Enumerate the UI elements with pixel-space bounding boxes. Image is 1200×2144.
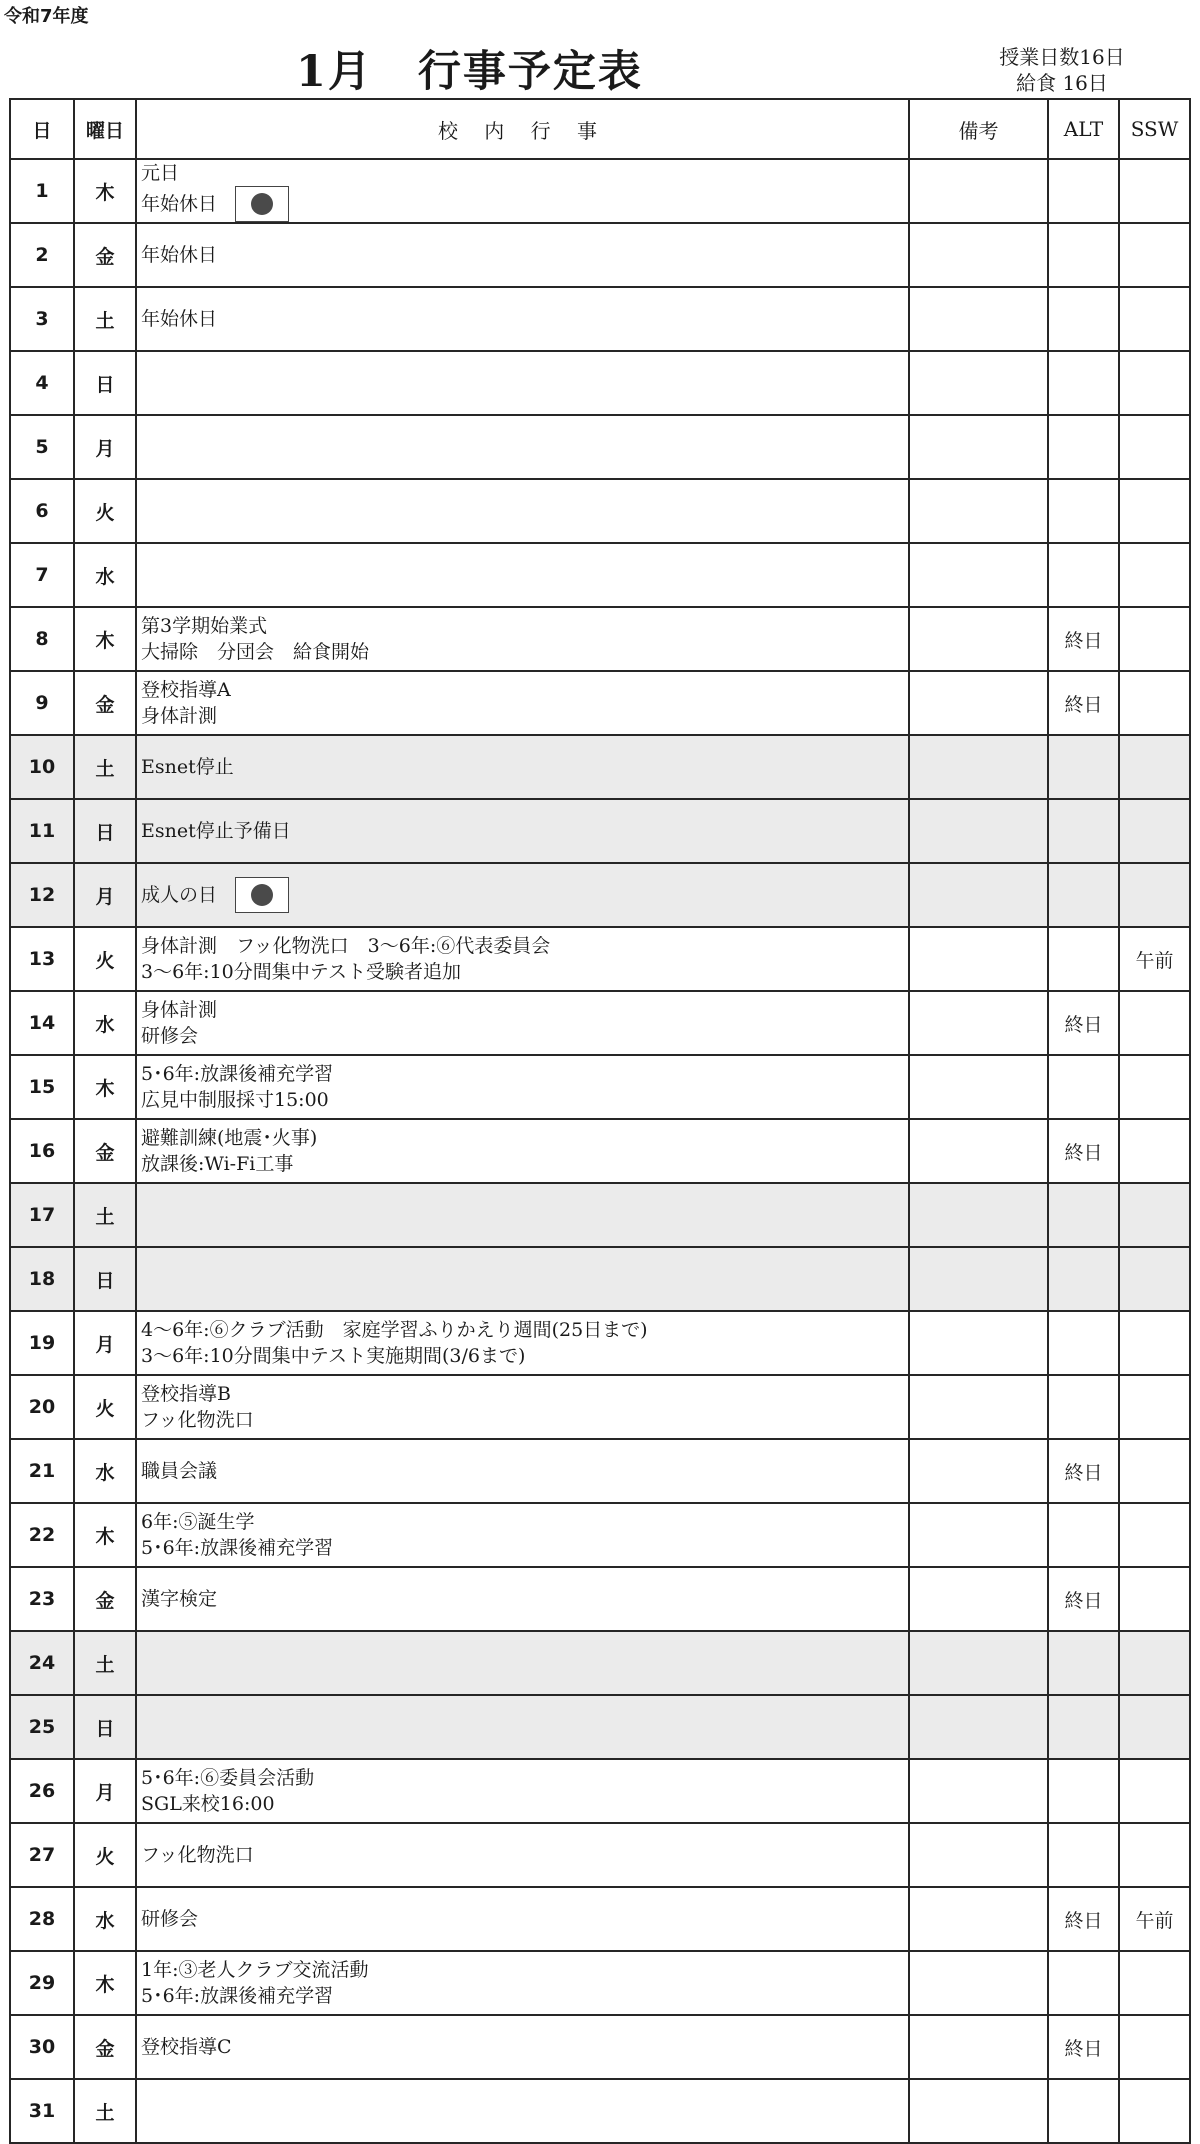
events-cell <box>136 287 909 351</box>
ssw-cell <box>1119 863 1190 927</box>
day-cell: 30 <box>10 2015 74 2079</box>
day-cell: 8 <box>10 607 74 671</box>
events-cell <box>136 159 909 223</box>
alt-cell: 終日 <box>1048 991 1119 1055</box>
table-row <box>10 1631 1190 1695</box>
table-row <box>10 415 1190 479</box>
table-row <box>10 1503 1190 1567</box>
national-flag-icon <box>235 186 289 222</box>
day-counts <box>972 44 1152 96</box>
events-cell <box>136 1823 909 1887</box>
ssw-cell <box>1119 607 1190 671</box>
ssw-cell <box>1119 735 1190 799</box>
notes-cell <box>909 1759 1048 1823</box>
weekday-cell: 土 <box>74 2079 136 2143</box>
event-text: 成人の日 <box>141 884 218 906</box>
alt-cell <box>1048 1951 1119 2015</box>
ssw-cell <box>1119 1183 1190 1247</box>
notes-cell <box>909 543 1048 607</box>
events-cell <box>136 1567 909 1631</box>
event-line: 5･6年:放課後補充学習 <box>141 1537 334 1559</box>
events-cell <box>136 799 909 863</box>
table-row <box>10 1823 1190 1887</box>
alt-cell <box>1048 351 1119 415</box>
event-with-flag <box>141 186 289 222</box>
events-cell <box>136 607 909 671</box>
day-cell: 4 <box>10 351 74 415</box>
ssw-cell <box>1119 415 1190 479</box>
notes-cell <box>909 1631 1048 1695</box>
national-flag-icon <box>235 877 289 913</box>
weekday-cell: 火 <box>74 479 136 543</box>
table-row <box>10 735 1190 799</box>
weekday-cell: 日 <box>74 1695 136 1759</box>
table-row <box>10 671 1190 735</box>
event-line: 4～6年:⑥クラブ活動 家庭学習ふりかえり週間(25日まで) <box>141 1319 648 1341</box>
ssw-cell <box>1119 1375 1190 1439</box>
table-row <box>10 991 1190 1055</box>
event-line <box>141 877 904 913</box>
event-line: 元日 <box>141 162 180 184</box>
event-line: 5･6年:放課後補充学習 <box>141 1985 334 2007</box>
weekday-cell: 土 <box>74 287 136 351</box>
event-with-flag <box>141 877 289 913</box>
ssw-cell <box>1119 479 1190 543</box>
schedule-body <box>10 159 1190 2143</box>
notes-cell <box>909 1055 1048 1119</box>
table-row <box>10 287 1190 351</box>
col-header-notes: 備考 <box>909 99 1048 159</box>
events-cell <box>136 1631 909 1695</box>
events-cell <box>136 1375 909 1439</box>
alt-cell <box>1048 927 1119 991</box>
notes-cell <box>909 1823 1048 1887</box>
table-row <box>10 1439 1190 1503</box>
day-cell: 14 <box>10 991 74 1055</box>
notes-cell <box>909 1375 1048 1439</box>
ssw-cell: 午前 <box>1119 927 1190 991</box>
alt-cell <box>1048 287 1119 351</box>
day-cell: 26 <box>10 1759 74 1823</box>
day-cell: 15 <box>10 1055 74 1119</box>
day-cell: 9 <box>10 671 74 735</box>
day-cell: 25 <box>10 1695 74 1759</box>
weekday-cell: 土 <box>74 735 136 799</box>
day-cell: 6 <box>10 479 74 543</box>
alt-cell <box>1048 1631 1119 1695</box>
events-cell <box>136 2015 909 2079</box>
table-row <box>10 1759 1190 1823</box>
notes-cell <box>909 1439 1048 1503</box>
ssw-cell <box>1119 799 1190 863</box>
notes-cell <box>909 351 1048 415</box>
events-cell <box>136 1503 909 1567</box>
table-row <box>10 1695 1190 1759</box>
day-cell: 17 <box>10 1183 74 1247</box>
alt-cell: 終日 <box>1048 1439 1119 1503</box>
alt-cell <box>1048 2079 1119 2143</box>
day-cell: 18 <box>10 1247 74 1311</box>
table-row <box>10 607 1190 671</box>
weekday-cell: 月 <box>74 1311 136 1375</box>
events-cell <box>136 735 909 799</box>
alt-cell <box>1048 543 1119 607</box>
event-line: 6年:⑤誕生学 <box>141 1511 255 1533</box>
event-text: 年始休日 <box>141 193 218 215</box>
event-line: SGL来校16:00 <box>141 1793 275 1815</box>
alt-cell: 終日 <box>1048 1119 1119 1183</box>
day-cell: 19 <box>10 1311 74 1375</box>
event-line: 避難訓練(地震･火事) <box>141 1127 318 1149</box>
table-row <box>10 1247 1190 1311</box>
alt-cell <box>1048 1823 1119 1887</box>
weekday-cell: 水 <box>74 991 136 1055</box>
day-cell: 28 <box>10 1887 74 1951</box>
notes-cell <box>909 2079 1048 2143</box>
table-row <box>10 927 1190 991</box>
table-row <box>10 1567 1190 1631</box>
events-cell <box>136 671 909 735</box>
day-cell: 24 <box>10 1631 74 1695</box>
ssw-cell <box>1119 1823 1190 1887</box>
alt-cell <box>1048 1247 1119 1311</box>
weekday-cell: 土 <box>74 1631 136 1695</box>
events-cell <box>136 1247 909 1311</box>
table-row <box>10 1951 1190 2015</box>
col-header-day: 日 <box>10 99 74 159</box>
ssw-cell <box>1119 351 1190 415</box>
table-row <box>10 159 1190 223</box>
col-header-ssw: SSW <box>1119 99 1190 159</box>
ssw-cell <box>1119 1311 1190 1375</box>
ssw-cell: 午前 <box>1119 1887 1190 1951</box>
ssw-cell <box>1119 1759 1190 1823</box>
alt-cell <box>1048 223 1119 287</box>
events-cell <box>136 1887 909 1951</box>
notes-cell <box>909 1311 1048 1375</box>
weekday-cell: 金 <box>74 1567 136 1631</box>
notes-cell <box>909 287 1048 351</box>
alt-cell: 終日 <box>1048 2015 1119 2079</box>
table-row <box>10 223 1190 287</box>
ssw-cell <box>1119 543 1190 607</box>
day-cell: 16 <box>10 1119 74 1183</box>
alt-cell: 終日 <box>1048 671 1119 735</box>
weekday-cell: 日 <box>74 799 136 863</box>
weekday-cell: 金 <box>74 2015 136 2079</box>
event-line: Esnet停止 <box>141 756 234 778</box>
ssw-cell <box>1119 1439 1190 1503</box>
alt-cell <box>1048 863 1119 927</box>
alt-cell <box>1048 1055 1119 1119</box>
event-line: 放課後:Wi-Fi工事 <box>141 1153 294 1175</box>
event-line: 漢字検定 <box>141 1588 218 1610</box>
notes-cell <box>909 1183 1048 1247</box>
ssw-cell <box>1119 287 1190 351</box>
event-line: 3～6年:10分間集中テスト実施期間(3/6まで) <box>141 1345 526 1367</box>
notes-cell <box>909 1951 1048 2015</box>
day-cell: 11 <box>10 799 74 863</box>
weekday-cell: 水 <box>74 1887 136 1951</box>
day-cell: 21 <box>10 1439 74 1503</box>
alt-cell <box>1048 159 1119 223</box>
notes-cell <box>909 1247 1048 1311</box>
weekday-cell: 火 <box>74 1823 136 1887</box>
notes-cell <box>909 415 1048 479</box>
table-row <box>10 351 1190 415</box>
event-line: フッ化物洗口 <box>141 1844 254 1866</box>
event-line: 身体計測 <box>141 705 218 727</box>
events-cell <box>136 1759 909 1823</box>
schedule-table <box>9 98 1191 2144</box>
page-title: 1月 行事予定表 <box>296 47 643 97</box>
weekday-cell: 火 <box>74 1375 136 1439</box>
ssw-cell <box>1119 1631 1190 1695</box>
event-line: 広見中制服採寸15:00 <box>141 1089 329 1111</box>
table-row <box>10 863 1190 927</box>
ssw-cell <box>1119 1119 1190 1183</box>
events-cell <box>136 543 909 607</box>
events-cell <box>136 927 909 991</box>
event-line <box>141 186 904 222</box>
col-header-events: 校 内 行 事 <box>136 99 909 159</box>
notes-cell <box>909 671 1048 735</box>
ssw-cell <box>1119 1055 1190 1119</box>
notes-cell <box>909 2015 1048 2079</box>
table-row <box>10 1887 1190 1951</box>
alt-cell <box>1048 1695 1119 1759</box>
table-row <box>10 1375 1190 1439</box>
day-cell: 10 <box>10 735 74 799</box>
notes-cell <box>909 479 1048 543</box>
table-row <box>10 479 1190 543</box>
ssw-cell <box>1119 671 1190 735</box>
events-cell <box>136 1311 909 1375</box>
alt-cell: 終日 <box>1048 607 1119 671</box>
weekday-cell: 土 <box>74 1183 136 1247</box>
ssw-cell <box>1119 1695 1190 1759</box>
notes-cell <box>909 223 1048 287</box>
event-line: 第3学期始業式 <box>141 615 268 637</box>
ssw-cell <box>1119 1951 1190 2015</box>
weekday-cell: 月 <box>74 415 136 479</box>
ssw-cell <box>1119 1247 1190 1311</box>
event-line: 身体計測 フッ化物洗口 3～6年:⑥代表委員会 <box>141 935 551 957</box>
alt-cell <box>1048 1375 1119 1439</box>
events-cell <box>136 1183 909 1247</box>
fiscal-year-label: 令和7年度 <box>4 6 89 27</box>
event-line: 登校指導B <box>141 1383 231 1405</box>
notes-cell <box>909 799 1048 863</box>
weekday-cell: 月 <box>74 863 136 927</box>
event-line: 5･6年:⑥委員会活動 <box>141 1767 315 1789</box>
day-cell: 3 <box>10 287 74 351</box>
day-cell: 23 <box>10 1567 74 1631</box>
school-days-count: 授業日数16日 <box>999 45 1125 69</box>
weekday-cell: 金 <box>74 223 136 287</box>
table-row <box>10 543 1190 607</box>
notes-cell <box>909 159 1048 223</box>
day-cell: 27 <box>10 1823 74 1887</box>
weekday-cell: 木 <box>74 1503 136 1567</box>
events-cell <box>136 1439 909 1503</box>
events-cell <box>136 1055 909 1119</box>
weekday-cell: 月 <box>74 1759 136 1823</box>
alt-cell: 終日 <box>1048 1567 1119 1631</box>
ssw-cell <box>1119 159 1190 223</box>
table-row <box>10 1055 1190 1119</box>
event-line: Esnet停止予備日 <box>141 820 291 842</box>
event-line: 年始休日 <box>141 308 218 330</box>
event-line: 大掃除 分団会 給食開始 <box>141 641 370 663</box>
events-cell <box>136 1951 909 2015</box>
table-row <box>10 1183 1190 1247</box>
day-cell: 29 <box>10 1951 74 2015</box>
table-row <box>10 799 1190 863</box>
weekday-cell: 木 <box>74 1951 136 2015</box>
notes-cell <box>909 991 1048 1055</box>
weekday-cell: 木 <box>74 159 136 223</box>
day-cell: 2 <box>10 223 74 287</box>
notes-cell <box>909 927 1048 991</box>
weekday-cell: 木 <box>74 1055 136 1119</box>
notes-cell <box>909 863 1048 927</box>
alt-cell <box>1048 479 1119 543</box>
weekday-cell: 木 <box>74 607 136 671</box>
day-cell: 12 <box>10 863 74 927</box>
day-cell: 1 <box>10 159 74 223</box>
events-cell <box>136 863 909 927</box>
ssw-cell <box>1119 1567 1190 1631</box>
day-cell: 5 <box>10 415 74 479</box>
event-line: 身体計測 <box>141 999 218 1021</box>
weekday-cell: 火 <box>74 927 136 991</box>
events-cell <box>136 479 909 543</box>
weekday-cell: 日 <box>74 351 136 415</box>
events-cell <box>136 415 909 479</box>
events-cell <box>136 351 909 415</box>
event-line: 登校指導A <box>141 679 231 701</box>
alt-cell <box>1048 799 1119 863</box>
ssw-cell <box>1119 2015 1190 2079</box>
day-cell: 22 <box>10 1503 74 1567</box>
ssw-cell <box>1119 223 1190 287</box>
alt-cell <box>1048 1503 1119 1567</box>
alt-cell <box>1048 415 1119 479</box>
event-line: 1年:③老人クラブ交流活動 <box>141 1959 369 1981</box>
alt-cell: 終日 <box>1048 1887 1119 1951</box>
weekday-cell: 水 <box>74 543 136 607</box>
ssw-cell <box>1119 991 1190 1055</box>
table-row <box>10 2079 1190 2143</box>
event-line: 登校指導C <box>141 2036 232 2058</box>
events-cell <box>136 2079 909 2143</box>
events-cell <box>136 1119 909 1183</box>
weekday-cell: 金 <box>74 1119 136 1183</box>
table-row <box>10 2015 1190 2079</box>
notes-cell <box>909 1567 1048 1631</box>
event-line: 5･6年:放課後補充学習 <box>141 1063 334 1085</box>
day-cell: 20 <box>10 1375 74 1439</box>
alt-cell <box>1048 1311 1119 1375</box>
weekday-cell: 日 <box>74 1247 136 1311</box>
events-cell <box>136 223 909 287</box>
notes-cell <box>909 1695 1048 1759</box>
lunch-days-count: 給食 16日 <box>1016 71 1108 95</box>
event-line: 年始休日 <box>141 244 218 266</box>
table-row <box>10 1119 1190 1183</box>
event-line: フッ化物洗口 <box>141 1409 254 1431</box>
ssw-cell <box>1119 2079 1190 2143</box>
ssw-cell <box>1119 1503 1190 1567</box>
alt-cell <box>1048 1759 1119 1823</box>
header-row <box>10 99 1190 159</box>
notes-cell <box>909 1887 1048 1951</box>
day-cell: 31 <box>10 2079 74 2143</box>
notes-cell <box>909 1503 1048 1567</box>
notes-cell <box>909 735 1048 799</box>
event-line: 職員会議 <box>141 1460 218 1482</box>
alt-cell <box>1048 735 1119 799</box>
event-line: 研修会 <box>141 1025 199 1047</box>
alt-cell <box>1048 1183 1119 1247</box>
event-line: 3～6年:10分間集中テスト受験者追加 <box>141 961 461 983</box>
day-cell: 7 <box>10 543 74 607</box>
col-header-alt: ALT <box>1048 99 1119 159</box>
events-cell <box>136 1695 909 1759</box>
event-line: 研修会 <box>141 1908 199 1930</box>
table-row <box>10 1311 1190 1375</box>
notes-cell <box>909 607 1048 671</box>
weekday-cell: 水 <box>74 1439 136 1503</box>
notes-cell <box>909 1119 1048 1183</box>
col-header-weekday: 曜日 <box>74 99 136 159</box>
day-cell: 13 <box>10 927 74 991</box>
weekday-cell: 金 <box>74 671 136 735</box>
events-cell <box>136 991 909 1055</box>
